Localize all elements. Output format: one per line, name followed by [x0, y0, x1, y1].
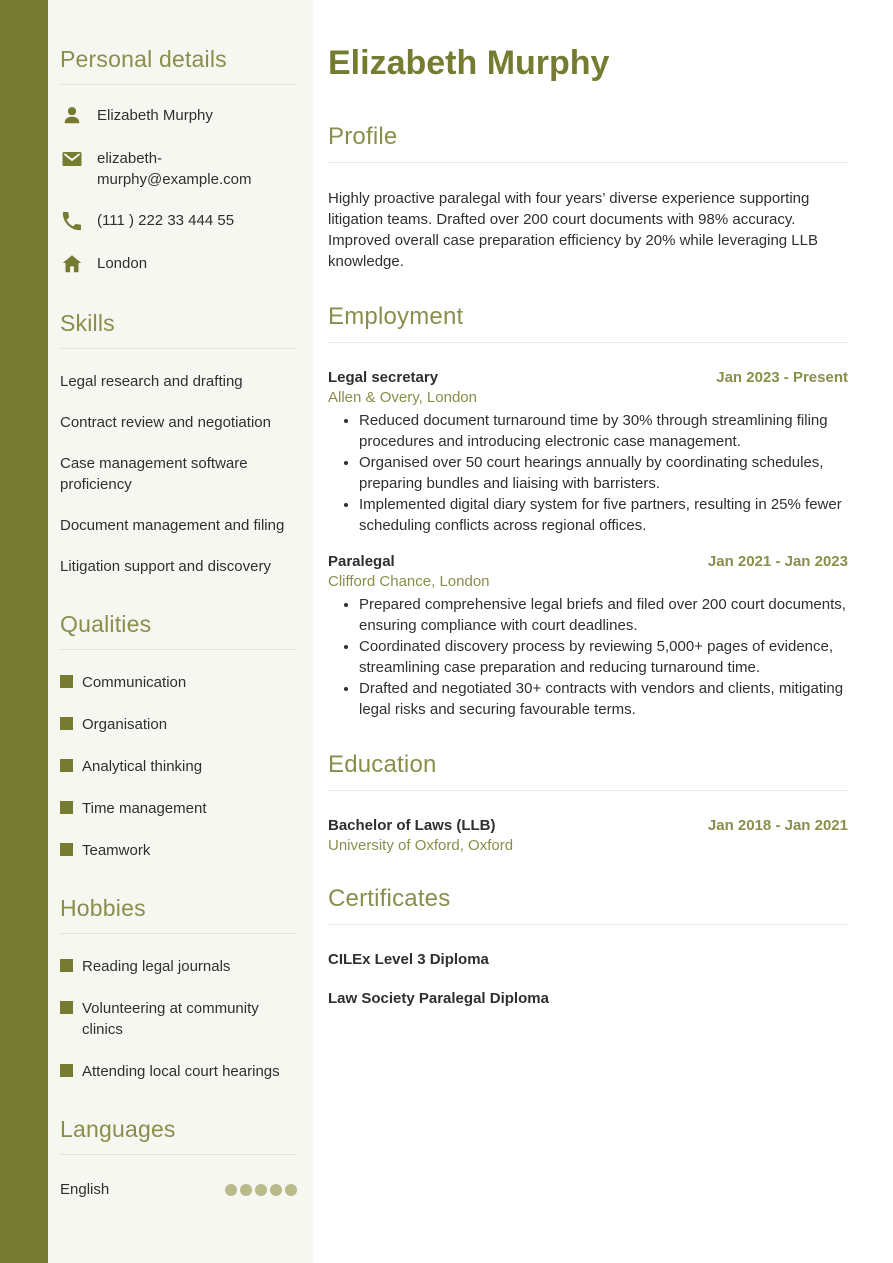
certificate-item: Law Society Paralegal Diploma: [328, 990, 549, 1008]
home-icon: [60, 252, 84, 276]
square-bullet-icon: [60, 675, 73, 688]
quality-item: [60, 840, 297, 861]
job-bullet-list: [328, 410, 848, 536]
quality-item: [60, 672, 297, 693]
education-organisation: University of Oxford, Oxford: [328, 837, 514, 855]
hobbies-list: [60, 956, 297, 1082]
hobby-item: [60, 1061, 297, 1082]
quality-label: Analytical thinking: [82, 758, 203, 776]
job-title: Paralegal: [328, 553, 395, 571]
qualities-title: Qualities: [60, 611, 152, 638]
divider: [328, 790, 848, 791]
language-level-dot: [285, 1184, 297, 1196]
job-dates: Jan 2023 - Present: [716, 369, 848, 387]
sidebar: [48, 0, 313, 1263]
hobbies-title: Hobbies: [60, 895, 146, 922]
skill-item: Case management software proficiency: [60, 455, 248, 494]
profile-title: Profile: [328, 123, 398, 151]
job-entry: [328, 553, 848, 720]
hobby-label: Volunteering at community clinics: [82, 1000, 259, 1039]
sidebar-section-skills: [60, 310, 297, 577]
quality-label: Time management: [82, 800, 207, 818]
accent-bar: [0, 0, 48, 1263]
square-bullet-icon: [60, 1001, 73, 1014]
section-certificates: [328, 885, 848, 1007]
job-bullet: • Prepared comprehensive legal briefs and filed over 200 court documents, ensuring compliance with court deadlines.: [359, 594, 848, 636]
certificate-item: CILEx Level 3 Diploma: [328, 951, 489, 969]
quality-item: [60, 756, 297, 777]
quality-item: [60, 798, 297, 819]
phone-icon: [60, 209, 84, 233]
job-bullet: • Reduced document turnaround time by 30% through streamlining filing procedures and introducing electronic case management.: [359, 410, 848, 452]
education-entry: [328, 817, 848, 854]
education-header: [328, 817, 848, 834]
language-level-dot: [255, 1184, 267, 1196]
language-row: [60, 1181, 297, 1198]
hobby-item: [60, 998, 297, 1040]
contact-list: [60, 106, 297, 276]
job-header: [328, 369, 848, 386]
contact-item-name: [60, 106, 297, 128]
job-title: Legal secretary: [328, 369, 439, 387]
job-bullet: • Drafted and negotiated 30+ contracts with vendors and clients, mitigating legal risks and securing favourable terms.: [359, 678, 848, 720]
degree-title: Bachelor of Laws (LLB): [328, 817, 496, 835]
contact-item-phone: [60, 211, 297, 233]
profile-text: Highly proactive paralegal with four years’ diverse experience supporting litigation teams. Drafted over 200 court documents with 98% accuracy. Improved overall case preparation efficiency by 20% while leveraging LLB knowledge.: [328, 190, 818, 271]
square-bullet-icon: [60, 717, 73, 730]
divider: [60, 1154, 297, 1155]
personal-details-title: Personal details: [60, 46, 227, 72]
skills-list: [60, 371, 297, 577]
hobby-label: Attending local court hearings: [82, 1063, 280, 1081]
square-bullet-icon: [60, 1064, 73, 1077]
language-level-dot: [270, 1184, 282, 1196]
divider: [60, 933, 297, 934]
divider: [328, 162, 848, 163]
divider: [60, 84, 297, 85]
job-bullet-list: [328, 594, 848, 720]
quality-label: Teamwork: [82, 842, 151, 860]
employment-title: Employment: [328, 303, 464, 331]
sidebar-section-hobbies: [60, 895, 297, 1082]
hobby-label: Reading legal journals: [82, 958, 231, 976]
envelope-icon: [60, 147, 84, 171]
main-column: [313, 0, 893, 1263]
contact-item-location: [60, 254, 297, 276]
divider: [328, 342, 848, 343]
person-icon: [60, 104, 84, 128]
sidebar-section-languages: [60, 1116, 297, 1198]
job-header: [328, 553, 848, 570]
language-level-dot: [240, 1184, 252, 1196]
language-level-dot: [225, 1184, 237, 1196]
contact-phone-text: (111 ) 222 33 444 55: [97, 212, 235, 230]
sidebar-section-personal-details: [60, 46, 297, 276]
job-bullet: • Coordinated discovery process by reviewing 5,000+ pages of evidence, streamlining case preparation and reducing turnaround time.: [359, 636, 848, 678]
hobby-item: [60, 956, 297, 977]
divider: [328, 924, 848, 925]
contact-item-email: [60, 149, 297, 190]
language-name: English: [60, 1181, 110, 1199]
sidebar-section-qualities: [60, 611, 297, 861]
certificates-title: Certificates: [328, 885, 451, 913]
skill-item: Contract review and negotiation: [60, 414, 271, 432]
quality-item: [60, 714, 297, 735]
language-level-indicator: [225, 1184, 297, 1196]
skill-item: Legal research and drafting: [60, 373, 243, 391]
square-bullet-icon: [60, 959, 73, 972]
quality-label: Communication: [82, 674, 187, 692]
person-name: Elizabeth Murphy: [328, 44, 610, 82]
education-title: Education: [328, 751, 437, 779]
skills-title: Skills: [60, 310, 115, 337]
section-profile: [328, 123, 848, 272]
languages-title: Languages: [60, 1116, 176, 1143]
divider: [60, 348, 297, 349]
square-bullet-icon: [60, 843, 73, 856]
job-organisation: Allen & Overy, London: [328, 389, 477, 407]
job-entry: [328, 369, 848, 536]
job-bullet: • Organised over 50 court hearings annually by coordinating schedules, preparing bundles and liaising with barristers.: [359, 452, 848, 494]
section-employment: [328, 303, 848, 720]
job-organisation: Clifford Chance, London: [328, 573, 490, 591]
job-dates: Jan 2021 - Jan 2023: [707, 553, 848, 571]
skill-item: Document management and filing: [60, 517, 285, 535]
square-bullet-icon: [60, 759, 73, 772]
job-bullet: • Implemented digital diary system for five partners, resulting in 25% fewer scheduling conflicts across regional offices.: [359, 494, 848, 536]
square-bullet-icon: [60, 801, 73, 814]
quality-label: Organisation: [82, 716, 168, 734]
contact-email-text: elizabeth-murphy@example.com: [97, 150, 252, 188]
education-dates: Jan 2018 - Jan 2021: [707, 817, 848, 835]
qualities-list: [60, 672, 297, 861]
skill-item: Litigation support and discovery: [60, 558, 271, 576]
contact-location-text: London: [97, 255, 148, 273]
section-education: [328, 751, 848, 854]
divider: [60, 649, 297, 650]
contact-name-text: Elizabeth Murphy: [97, 107, 213, 124]
